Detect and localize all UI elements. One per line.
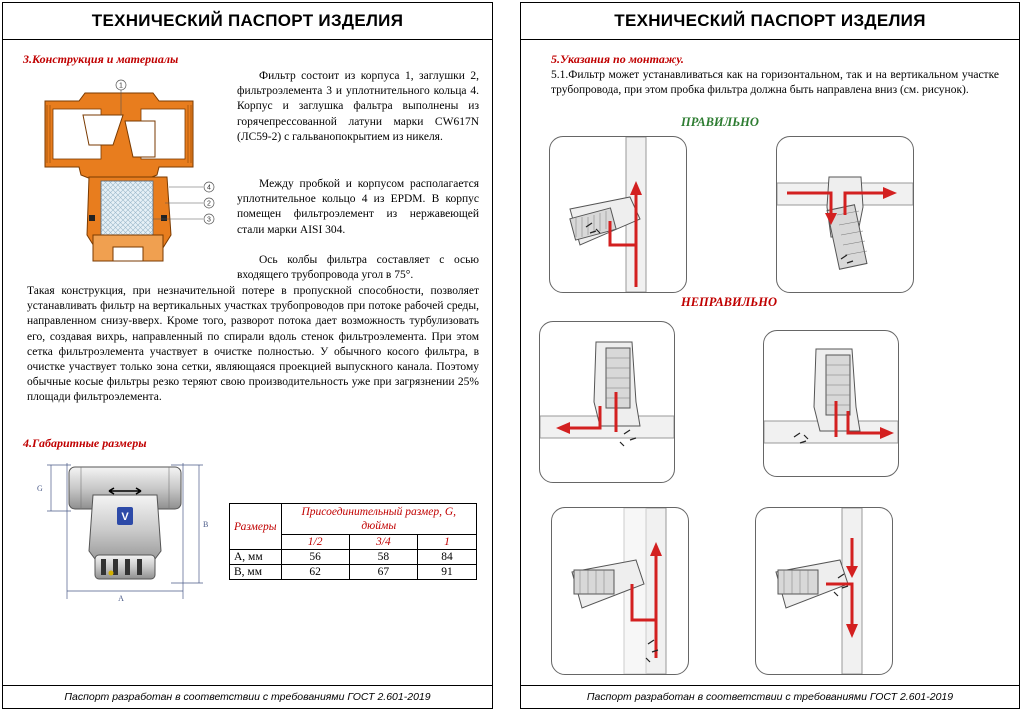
construction-paragraph-1: Фильтр состоит из корпуса 1, заглушки 2, фильтроэлемента 3 и уплотнительного кольца 4. Корпус и заглушка фальтра выполнены из горячепрессованной латуни марки CW617N (ЛС59-2) с гальванопокрытием из никеля. xyxy=(237,70,479,143)
table-row: A, мм 56 58 84 xyxy=(230,550,477,565)
table-row: B, мм 62 67 91 xyxy=(230,565,477,580)
left-page xyxy=(2,2,493,709)
callout-2: 2 xyxy=(207,200,211,208)
left-page-footer: Паспорт разработан в соответствии с требованиями ГОСТ 2.601-2019 xyxy=(3,685,492,708)
callout-4: 4 xyxy=(207,184,211,192)
dimensions-table xyxy=(229,503,477,580)
construction-paragraph-3: Ось колбы фильтра составляет с осью входящего трубопровода угол в 75°. xyxy=(237,254,479,282)
table-col-1: 1 xyxy=(417,535,476,550)
right-page xyxy=(520,2,1020,709)
right-page-header: ТЕХНИЧЕСКИЙ ПАСПОРТ ИЗДЕЛИЯ xyxy=(521,3,1019,40)
filter-dimensions-drawing xyxy=(31,455,221,603)
correct-vertical-install xyxy=(549,136,687,293)
table-col-1-2: 1/2 xyxy=(281,535,349,550)
table-header-connection: Присоединительный размер, G, дюймы xyxy=(281,504,476,535)
correct-label: ПРАВИЛЬНО xyxy=(681,115,759,129)
callout-1: 1 xyxy=(119,82,123,90)
correct-horizontal-install xyxy=(776,136,914,293)
wrong-install-4 xyxy=(755,507,893,675)
section-3-title: 3.Конструкция и материалы xyxy=(23,52,179,66)
table-header-sizes: Размеры xyxy=(230,504,282,550)
wrong-label: НЕПРАВИЛЬНО xyxy=(681,295,777,309)
right-page-footer: Паспорт разработан в соответствии с требованиями ГОСТ 2.601-2019 xyxy=(521,685,1019,708)
left-page-header: ТЕХНИЧЕСКИЙ ПАСПОРТ ИЗДЕЛИЯ xyxy=(3,3,492,40)
filter-section-drawing xyxy=(23,75,225,275)
section-5-title: 5.Указания по монтажу. xyxy=(551,52,684,66)
wrong-install-3 xyxy=(551,507,689,675)
wrong-install-2 xyxy=(763,330,899,477)
installation-paragraph: 5.1.Фильтр может устанавливаться как на горизонтальном, так и на вертикальном участке трубопровода, при этом пробка фильтра должна быть направлена вниз (см. рисунок). xyxy=(551,69,999,97)
wrong-install-1 xyxy=(539,321,675,483)
section-4-title: 4.Габаритные размеры xyxy=(23,436,147,450)
construction-paragraph-4: Такая конструкция, при незначительной потере в пропускной способности, позволяет устанавливать фильтр на вертикальных участках трубопроводов при потоке рабочей среды, направленном снизу-вверх. Кроме того, разворот потока дает возможность турбулизовать его, создавая вихрь, направленный по спирали вдоль стенок фильтроэлемента. При этом сетка фильтроэлемента участвует в очистке полностью. У обычного косого фильтра, в очистке участвует только зона сетки, являющаяся проекцией выпускного канала. Поэтому обычные косые фильтры резко теряют свою производительность уже при загрязнении 25% площади фильтроэлемента. xyxy=(27,285,479,404)
callout-3: 3 xyxy=(207,216,211,224)
dim-label-a: A xyxy=(118,594,124,603)
dim-label-g: G xyxy=(37,484,43,493)
dim-label-b: B xyxy=(203,520,209,529)
svg-text:V: V xyxy=(121,511,129,523)
construction-paragraph-2: Между пробкой и корпусом располагается уплотнительное кольцо 4 из EPDM. В корпус помещен фильтроэлемент из нержавеющей стали марки AISI 304. xyxy=(237,178,479,236)
table-col-3-4: 3/4 xyxy=(349,535,417,550)
